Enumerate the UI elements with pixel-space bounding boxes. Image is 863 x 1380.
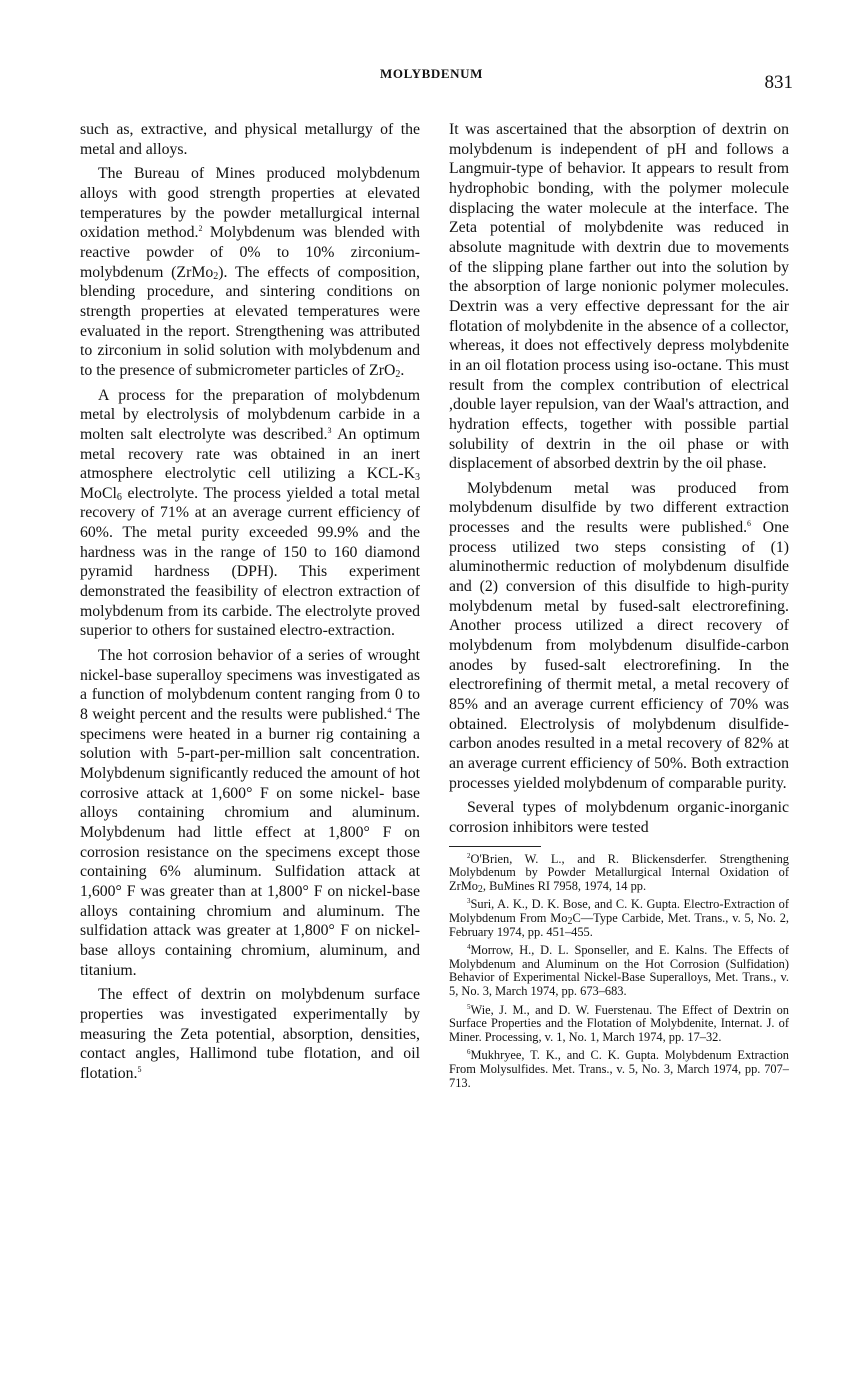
footnote: $^5$Wie, J. M., and D. W. Fuerstenau. The Effect of Dextrin on Surface Properties and the Flotation of Molybdenite, Internat. J. of Miner. Processing, v. 1, No. 1, March 1974, pp. 17–32. [449,1002,789,1044]
footnote: $^2$O'Brien, W. L., and R. Blickensderfer. Strengthening Molybdenum by Powder Metallurgical Internal Oxidation of ZrMo$_2$, BuMines RI 7958, 1974, 14 pp. [449,851,789,895]
paragraph: The effect of dextrin on molybdenum surface properties was investigated experimentally by measuring the Zeta potential, absorption, densities, contact angles, Hallimond tube flotation, and oil flotation.$^5$ [80,986,420,1082]
footnote-ref: 4 [387,706,392,716]
footnote: $^4$Morrow, H., D. L. Sponseller, and E. Kalns. The Effects of Molybdenum and Aluminum on the Hot Corrosion (Sulfidation) Behavior of Experimental Nickel-Base Superalloys, Met. Trans., v. 5, No. 3, March 1974, pp. 673–683. [449,943,789,998]
footnote-divider [449,846,541,847]
paragraph: Molybdenum metal was produced from molybdenum disulfide by two different extraction processes and the results were published.$^6$ One process utilized two steps consisting of (1) aluminothermic reduction of molybdenum disulfide and (2) conversion of this disulfide to high-purity molybdenum metal by fused-salt electrorefining. Another process utilized a direct recovery of molybdenum from molybdenum disulfide-carbon anodes by fused-salt electrorefining. In the electrorefining of thermit metal, a metal recovery of 85% and an average current efficiency of 70% was obtained. Electrolysis of molybdenum disulfide-carbon anodes resulted in a metal recovery of 82% at an average current efficiency of 50%. Both extraction processes yielded molybdenum of comparable purity. [449,479,789,792]
footnote: $^6$Mukhryee, T. K., and C. K. Gupta. Molybdenum Extraction From Molysulfides. Met. Trans., v. 5, No. 3, March 1974, pp. 707–713. [449,1048,789,1090]
footnote-ref: 5 [137,1064,142,1074]
footnote: $^3$Suri, A. K., D. K. Bose, and C. K. Gupta. Electro-Extraction of Molybdenum From $Mo_2C—Type$ Carbide, Met. Trans., v. 5, No. 2, February 1974, pp. 451–455. [449,897,789,939]
page-number: 831 [764,72,793,93]
paragraph: The hot corrosion behavior of a series of wrought nickel-base superalloy specimens was investigated as a function of molybdenum content ranging from 0 to 8 weight percent and the results were published.$^4$ The specimens were heated in a burner rig containing a solution with 5-part-per-million salt concentration. Molybdenum significantly reduced the amount of hot corrosive attack at 1,600° F on some nickel- base alloys containing chromium and aluminum. Molybdenum had little effect at 1,800° F on corrosion resistance on the specimens except those containing 6% aluminum. Sulfidation attack at 1,600° F was greater than at 1,800° F on nickel-base alloys containing chromium and aluminum. The sulfidation attack was greater at 1,800° F on nickel-base alloys containing chromium, aluminum, and titanium. [80,647,420,979]
left-column [80,120,420,1089]
right-column [449,120,789,1095]
footnote-ref: 6 [747,519,752,529]
paragraph: Several types of molybdenum organic-inorganic corrosion inhibitors were tested [449,799,789,836]
running-header: MOLYBDENUM [379,66,484,81]
paragraph: It was ascertained that the absorption of dextrin on molybdenum is independent of pH and follows a Langmuir-type of behavior. It appears to result from hydrophobic bonding, with the polymer molecule displacing the water molecule at the interface. The Zeta potential of molybdenite was reduced in absolute magnitude with dextrin due to movements of the slipping plane farther out into the solution by the absorption of large nonionic polymer molecules. Dextrin was a very effective depressant for the air flotation of molybdenite in the absence of a collector, whereas, it does not effectively depress molybdenite in an oil flotation process using iso-octane. This must result from the complex contribution of electrical ,double layer repulsion, van der Waal's attraction, and hydration effects, together with possible partial solubility of dextrin in the oil phase or with displacement of absorbed dextrin by the oil phase. [449,121,789,473]
paragraph: such as, extractive, and physical metallurgy of the metal and alloys. [80,121,420,158]
footnotes [449,853,789,1091]
paragraph: The Bureau of Mines produced molybdenum alloys with good strength properties at elevated temperatures by the powder metallurgical internal oxidation method.$^2$ Molybdenum was blended with reactive powder of 0% to 10% zirconium-molybdenum (ZrMo$_2$). The effects of composition, blending procedure, and sintering conditions on strength properties at elevated temperatures were evaluated in the report. Strengthening was attributed to zirconium in solid solution with molybdenum and to the presence of submicrometer particles of ZrO$_2$. [80,165,421,380]
footnote-ref: 3 [327,425,332,435]
footnote-ref: 2 [198,224,203,234]
paragraph: A process for the preparation of molybdenum metal by electrolysis of molybdenum carbide in a molten salt electrolyte was described.$^3$ An optimum metal recovery rate was obtained in an inert atmosphere electrolytic cell utilizing a KCL-$K_3$ MoCl$_6$ electrolyte. The process yielded a total metal recovery of 71% at an average current efficiency of 60%. The metal purity exceeded 99.9% and the hardness was in the range of 150 to 160 diamond pyramid hardness (DPH). This experiment demonstrated the feasibility of electron extraction of molybdenum from its carbide. The electrolyte proved superior to others for sustained electro-extraction. [80,386,420,640]
